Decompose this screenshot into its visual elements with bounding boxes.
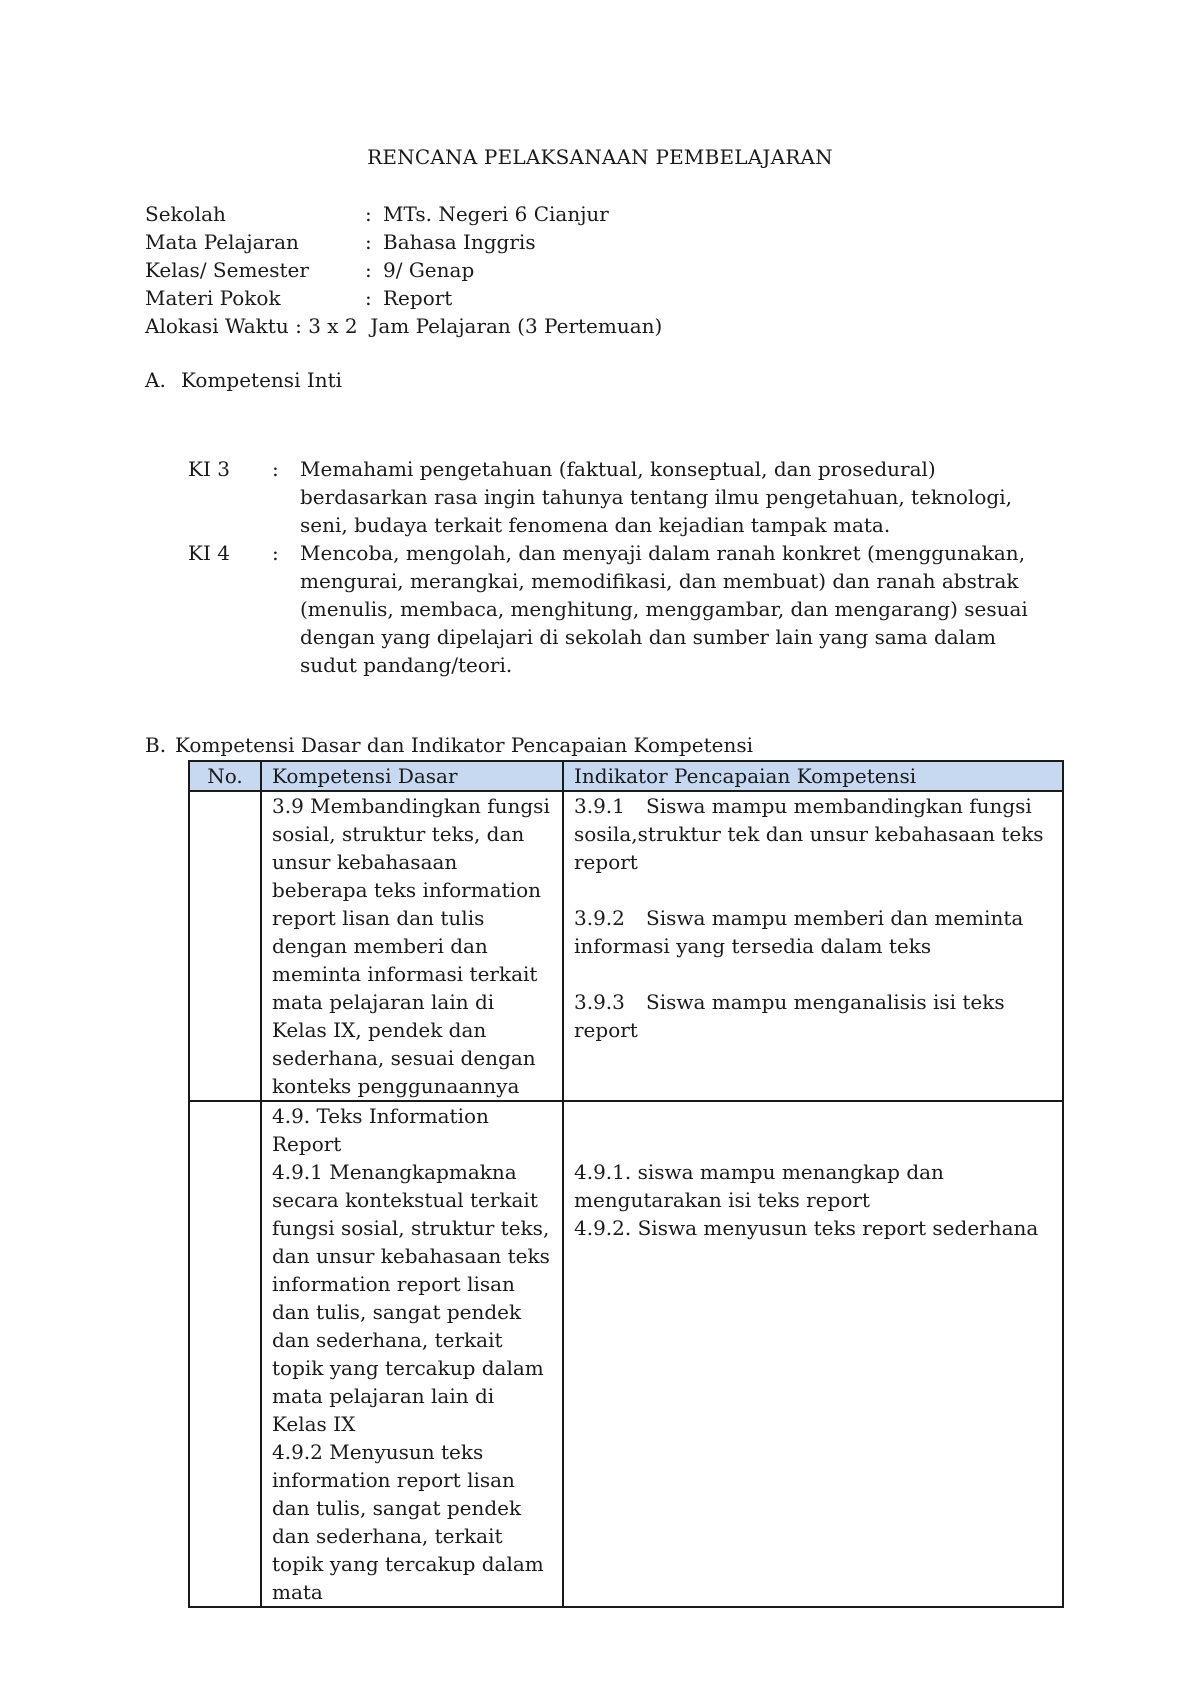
section-title: Kompetensi Inti (181, 368, 343, 392)
identity-label: Mata Pelajaran (145, 230, 299, 254)
alokasi-row: Alokasi Waktu : 3 x 2 Jam Pelajaran (3 Pertemuan) (145, 314, 663, 338)
alokasi-label: Alokasi Waktu (145, 314, 289, 338)
table-row (189, 1101, 1063, 1607)
indicator-text: Siswa mampu membandingkan fungsi sosila,struktur tek dan unsur kebahasaan teks report (574, 794, 1044, 874)
table-cell-indicators (563, 791, 1063, 1101)
table-header: No. (189, 761, 261, 791)
kompetensi-table (188, 760, 1064, 1608)
ki-item: KI 3 : Memahami pengetahuan (faktual, konseptual, dan prosedural) berdasarkan rasa ingin tahunya tentang ilmu pengetahuan, teknologi, seni, budaya terkait fenomena dan kejadian tampak mata. (188, 455, 1038, 539)
indicator-number: 3.9.2 (574, 906, 625, 930)
table-cell-kd: 4.9. Teks Information Report 4.9.1 Menangkapmakna secara kontekstual terkait fungsi sosial, struktur teks, dan unsur kebahasaan teks information report lisan dan tulis, sangat pendek dan sederhana, terkait topik yang tercakup dalam mata pelajaran lain di Kelas IX 4.9.2 Menyusun teks information report lisan dan tulis, sangat pendek dan sederhana, terkait topik yang tercakup dalam mata (261, 1101, 563, 1607)
indicator-item (574, 792, 1052, 876)
table-cell-indicators: 4.9.1. siswa mampu menangkap dan mengutarakan isi teks report 4.9.2. Siswa menyusun teks report sederhana (563, 1101, 1063, 1607)
identity-label: Materi Pokok (145, 286, 281, 310)
indicator-number: 3.9.3 (574, 990, 625, 1014)
indicator-text: Siswa mampu menganalisis isi teks report (574, 990, 1005, 1042)
table-row (189, 791, 1063, 1101)
document-title: RENCANA PELAKSANAAN PEMBELAJARAN (367, 145, 833, 169)
section-letter: B. (145, 733, 167, 757)
table-header: Kompetensi Dasar (261, 761, 563, 791)
section-b-heading (145, 733, 753, 757)
ki-text: Mencoba, mengolah, dan menyaji dalam ranah konkret (menggunakan, mengurai, merangkai, memodifikasi, dan membuat) dan ranah abstrak (menulis, membaca, menghitung, menggambar, dan mengarang) sesuai dengan yang dipelajari di sekolah dan sumber lain yang sama dalam sudut pandang/teori. (300, 541, 1028, 677)
identity-row: Kelas/ Semester : 9/ Genap (145, 258, 475, 282)
kompetensi-inti-list (188, 455, 1038, 679)
identity-block (145, 200, 662, 340)
indicator-item (574, 988, 1052, 1044)
identity-label: Kelas/ Semester (145, 258, 309, 282)
identity-value: MTs. Negeri 6 Cianjur (383, 202, 609, 226)
identity-label: Sekolah (145, 202, 226, 226)
alokasi-value: 3 x 2 Jam Pelajaran (3 Pertemuan) (308, 314, 663, 338)
ki-text: Memahami pengetahuan (faktual, konseptual, dan prosedural) berdasarkan rasa ingin tahunya tentang ilmu pengetahuan, teknologi, seni, budaya terkait fenomena dan kejadian tampak mata. (300, 457, 1012, 537)
identity-row: Mata Pelajaran : Bahasa Inggris (145, 230, 536, 254)
section-letter: A. (145, 368, 166, 392)
identity-value: Report (383, 286, 453, 310)
section-title: Kompetensi Dasar dan Indikator Pencapaian Kompetensi (175, 733, 754, 757)
table-cell-no (189, 791, 261, 1101)
ki-item: KI 4 : Mencoba, mengolah, dan menyaji dalam ranah konkret (menggunakan, mengurai, merangkai, memodifikasi, dan membuat) dan ranah abstrak (menulis, membaca, menghitung, menggambar, dan mengarang) sesuai dengan yang dipelajari di sekolah dan sumber lain yang sama dalam sudut pandang/teori. (188, 539, 1038, 679)
ki-code: KI 4 (188, 541, 230, 565)
identity-value: Bahasa Inggris (383, 230, 536, 254)
ki-code: KI 3 (188, 457, 230, 481)
indicator-item (574, 904, 1052, 960)
table-cell-kd: 3.9 Membandingkan fungsi sosial, struktur teks, dan unsur kebahasaan beberapa teks information report lisan dan tulis dengan memberi dan meminta informasi terkait mata pelajaran lain di Kelas IX, pendek dan sederhana, sesuai dengan konteks penggunaannya (261, 791, 563, 1101)
identity-row: Sekolah : MTs. Negeri 6 Cianjur (145, 202, 609, 226)
indicator-number: 3.9.1 (574, 794, 625, 818)
indicator-text: Siswa mampu memberi dan meminta informasi yang tersedia dalam teks (574, 906, 1024, 958)
table-header: Indikator Pencapaian Kompetensi (563, 761, 1063, 791)
identity-row: Materi Pokok : Report (145, 286, 453, 310)
identity-value: 9/ Genap (383, 258, 475, 282)
section-a-heading (145, 368, 342, 392)
table-header-row (189, 761, 1063, 791)
table-cell-no (189, 1101, 261, 1607)
